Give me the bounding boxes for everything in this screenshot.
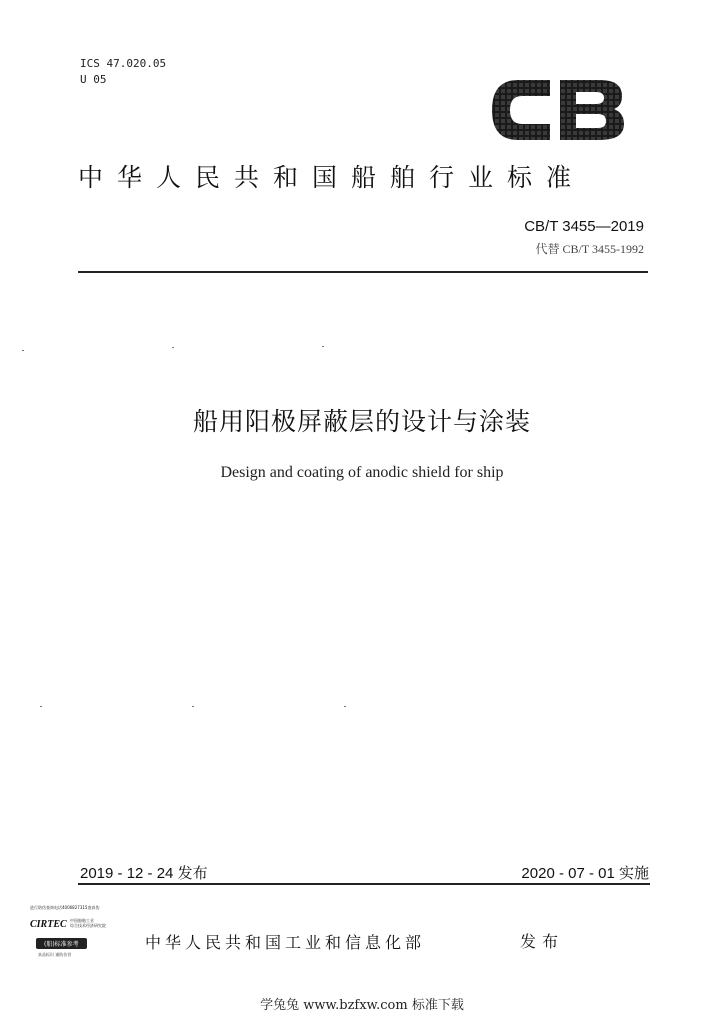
header-divider [78, 271, 648, 273]
scan-speck [22, 350, 24, 351]
issue-date: 2019 - 12 - 24 发布 [80, 865, 208, 882]
seal-verification-text: 进行防伪查询电话4006827315查真伪 [30, 905, 100, 910]
industry-standard-title: 中华人民共和国船舶行业标准 [78, 163, 586, 192]
issuing-ministry: 中华人民共和国工业和信息化部 [145, 933, 426, 952]
footer-divider [78, 883, 650, 885]
scan-speck [172, 347, 174, 348]
scan-speck [40, 706, 42, 707]
footer-watermark: 学兔兔 www.bzfxw.com 标准下载 [260, 998, 464, 1013]
publish-label: 发布 [520, 932, 565, 951]
seal-logo: CIRTEC [30, 919, 67, 930]
anti-counterfeit-label [30, 905, 126, 961]
scan-speck [192, 706, 194, 707]
ics-code: ICS 47.020.05 [80, 57, 167, 70]
logo-text: CB [558, 116, 560, 117]
seal-authenticity-text: 真品标识 谨防仿冒 [38, 952, 72, 957]
document-title-chinese: 船用阳极屏蔽层的设计与涂装 [192, 407, 531, 436]
document-title-english: Design and coating of anodic shield for ship [220, 464, 504, 481]
seal-badge: (船)标准参考 [36, 938, 87, 949]
scan-speck [344, 706, 346, 707]
seal-organization [70, 918, 126, 928]
ccs-code: U 05 [80, 73, 107, 86]
scan-speck [322, 346, 324, 347]
classification-codes [80, 56, 166, 88]
seal-org-line2: 综合技术经济研究院 [70, 923, 106, 928]
replaces-standard: 代替 CB/T 3455-1992 [535, 242, 644, 256]
seal-org-line1: 中国船舶工业 [70, 918, 94, 923]
implementation-date: 2020 - 07 - 01 实施 [521, 865, 649, 882]
standard-code: CB/T 3455—2019 [524, 218, 644, 235]
cb-logo [488, 76, 628, 144]
